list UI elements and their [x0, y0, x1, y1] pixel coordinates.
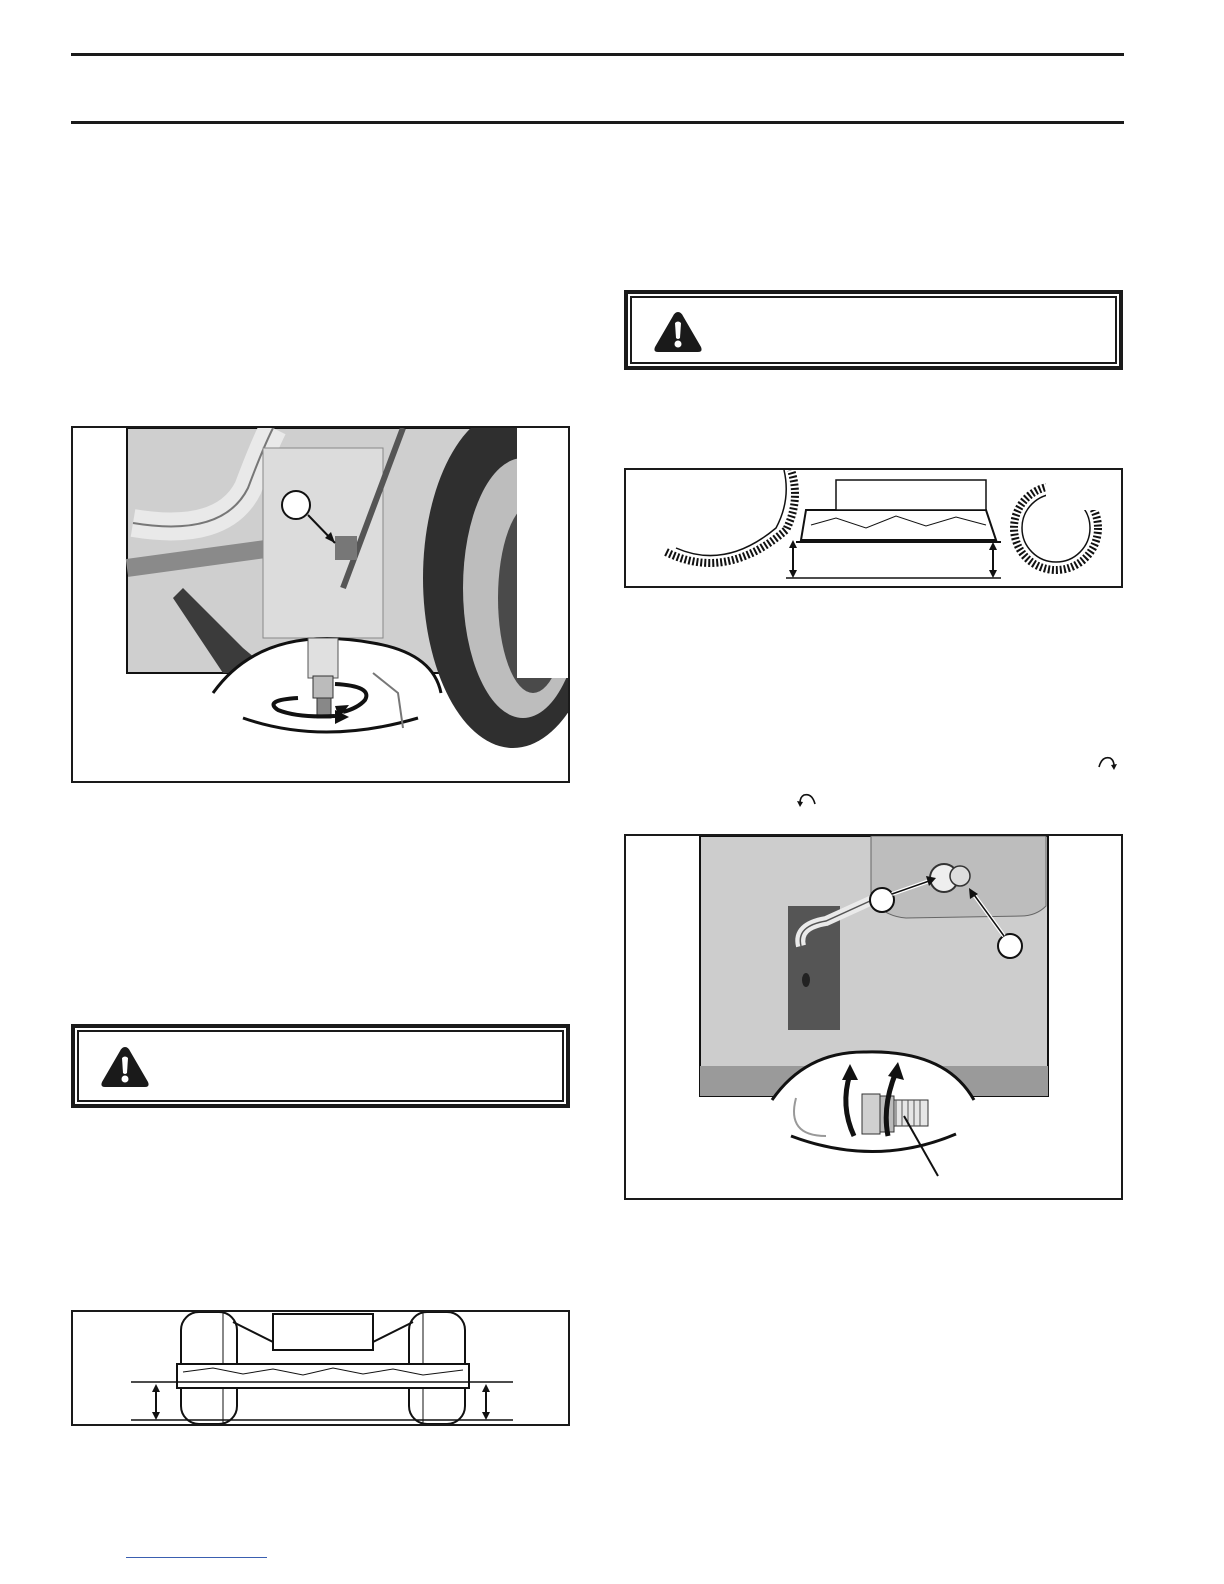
counterclockwise-arrow-icon — [796, 790, 818, 808]
clockwise-arrow-icon — [1096, 753, 1118, 771]
figure-rear-bracket-nut — [624, 834, 1123, 1200]
warning-triangle-icon — [99, 1044, 151, 1090]
warning-triangle-icon — [652, 309, 704, 355]
figure-deck-front-view — [71, 1310, 570, 1426]
figure-lift-link — [71, 426, 570, 783]
figure-deck-side-view — [624, 468, 1123, 588]
header-rule-top — [71, 53, 1124, 56]
footer-link-underline[interactable] — [126, 1557, 267, 1558]
warning-box-left — [71, 1024, 570, 1108]
warning-box-right — [624, 290, 1123, 370]
header-rule-bottom — [71, 121, 1124, 124]
